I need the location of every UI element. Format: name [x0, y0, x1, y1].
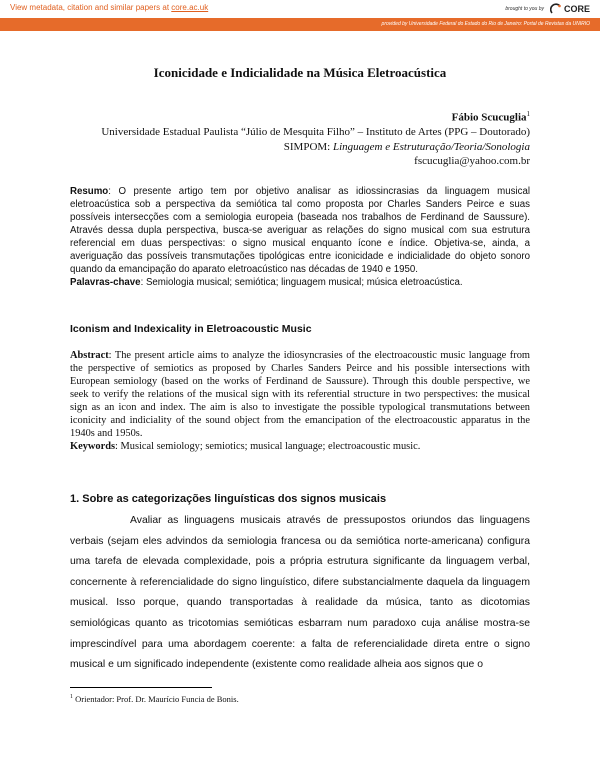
author-footnote-mark[interactable]: 1 — [526, 110, 530, 118]
section-title: 1. Sobre as categorizações linguísticas dos signos musicais — [70, 493, 387, 505]
core-logo-text: CORE — [563, 4, 590, 14]
palavras-chave — [70, 276, 530, 289]
palavras-chave-label: Palavras-chave — [70, 277, 141, 288]
author-name: Fábio Scucuglia$^1$ — [451, 110, 530, 124]
view-metadata-link[interactable]: View metadata, citation and similar papers at core.ac.uk — [10, 3, 209, 12]
event-track: Linguagem e Estruturação/Teoria/Sonologia — [333, 140, 530, 153]
resumo-label: Resumo — [70, 186, 109, 197]
english-title: Iconism and Indexicality in Eletroacoustic Music — [70, 323, 312, 335]
footnote — [70, 694, 239, 704]
provided-by-label: provided by Universidade Federal do Estado do Rio de Janeiro: Portal de Revistas da UNIRIO — [381, 21, 590, 27]
author-email: fscucuglia@yahoo.com.br — [414, 155, 530, 168]
core-logo-icon — [550, 3, 562, 15]
palavras-chave-text: : Semiologia musical; semiótica; linguagem musical; música eletroacústica. — [140, 277, 463, 288]
paper-title: Iconicidade e Indicialidade na Música Eletroacústica — [153, 65, 447, 80]
resumo-block — [70, 185, 530, 289]
keywords-label: Keywords — [70, 441, 116, 452]
keywords — [70, 440, 530, 453]
footnote-mark: 1 — [70, 694, 73, 701]
footnote-text: Orientador: Prof. Dr. Maurício Funcia de Bonis. — [73, 694, 239, 704]
event-line: SIMPOM: Linguagem e Estruturação/Teoria/Sonologia — [283, 140, 530, 153]
author-block — [101, 107, 530, 169]
core-banner — [0, 0, 600, 31]
abstract-block — [70, 349, 530, 453]
author-affiliation: Universidade Estadual Paulista “Júlio de Mesquita Filho” – Instituto de Artes (PPG – Doutorado) — [101, 126, 530, 139]
brought-to-you-label: brought to you by — [505, 6, 544, 12]
resumo-text: : O presente artigo tem por objetivo analisar as idiossincrasias da linguagem musical eletroacústica sob a perspectiva da semiótica tal como proposta por Charles Sanders Peirce e suas possíveis intersecções com a semiologia europeia (baseada nos trabalhos de Ferdinand de Saussure). Através dessa dupla perspectiva, busca-se averiguar as relações do signo musical com sua estrutura referencial em duas perspectivas: o signo musical enquanto ícone e índice. Objetiva-se, ainda, a averiguação das possíveis transmutações tipológicas entre iconicidade e indicialidade do objeto sonoro quando da emancipação do aparato eletroacústico nas décadas de 1940 e 1950. — [70, 186, 530, 275]
footnote-divider — [70, 687, 212, 688]
resumo-paragraph — [70, 185, 530, 276]
core-logo[interactable] — [550, 3, 590, 15]
abstract-paragraph — [70, 349, 530, 440]
section-body-text: Avaliar as linguagens musicais através de pressupostos oriundos das linguagens verbais (sejam eles advindos da semiologia francesa ou da semiótica norte-americana) configura uma tarefa de elevada complexidade, pois a própria estrutura significante da linguagem verbal, concernente à referencialidade do signo linguístico, difere substancialmente daquela da linguagem musical. Isso porque, quando transportadas à realidade da música, tanto as dicotomias semiológicas quanto as tricotomias semióticas esbarram num paradoxo cuja análise mostra-se imprescindível para uma abordagem coerente: a falta de referencialidade direta entre o signo musical e um significado independente (existente como realidade alheia aos signos que o — [70, 515, 530, 671]
abstract-label: Abstract — [70, 350, 109, 361]
core-ac-uk-link[interactable]: core.ac.uk — [171, 3, 209, 12]
keywords-text: : Musical semiology; semiotics; musical language; electroacoustic music. — [115, 441, 421, 452]
core-banner-top — [0, 0, 600, 18]
provided-by-strip — [0, 18, 600, 31]
abstract-text: : The present article aims to analyze the idiosyncrasies of the electroacoustic music language from the perspective of semiotics as proposed by Charles Sanders Peirce and his possible intersections with European semiology (based on the works of Ferdinand de Saussure). Through this double perspective, we seek to verify the relations of the musical sign with its referential structure in two perspectives: the musical sign as an icon and index. The aim is also to investigate the possible typological transmutations between iconicity and indiciality of the sound object from the emancipation of the electroacoustic apparatus in the 1940s and 1950s. — [70, 350, 530, 439]
